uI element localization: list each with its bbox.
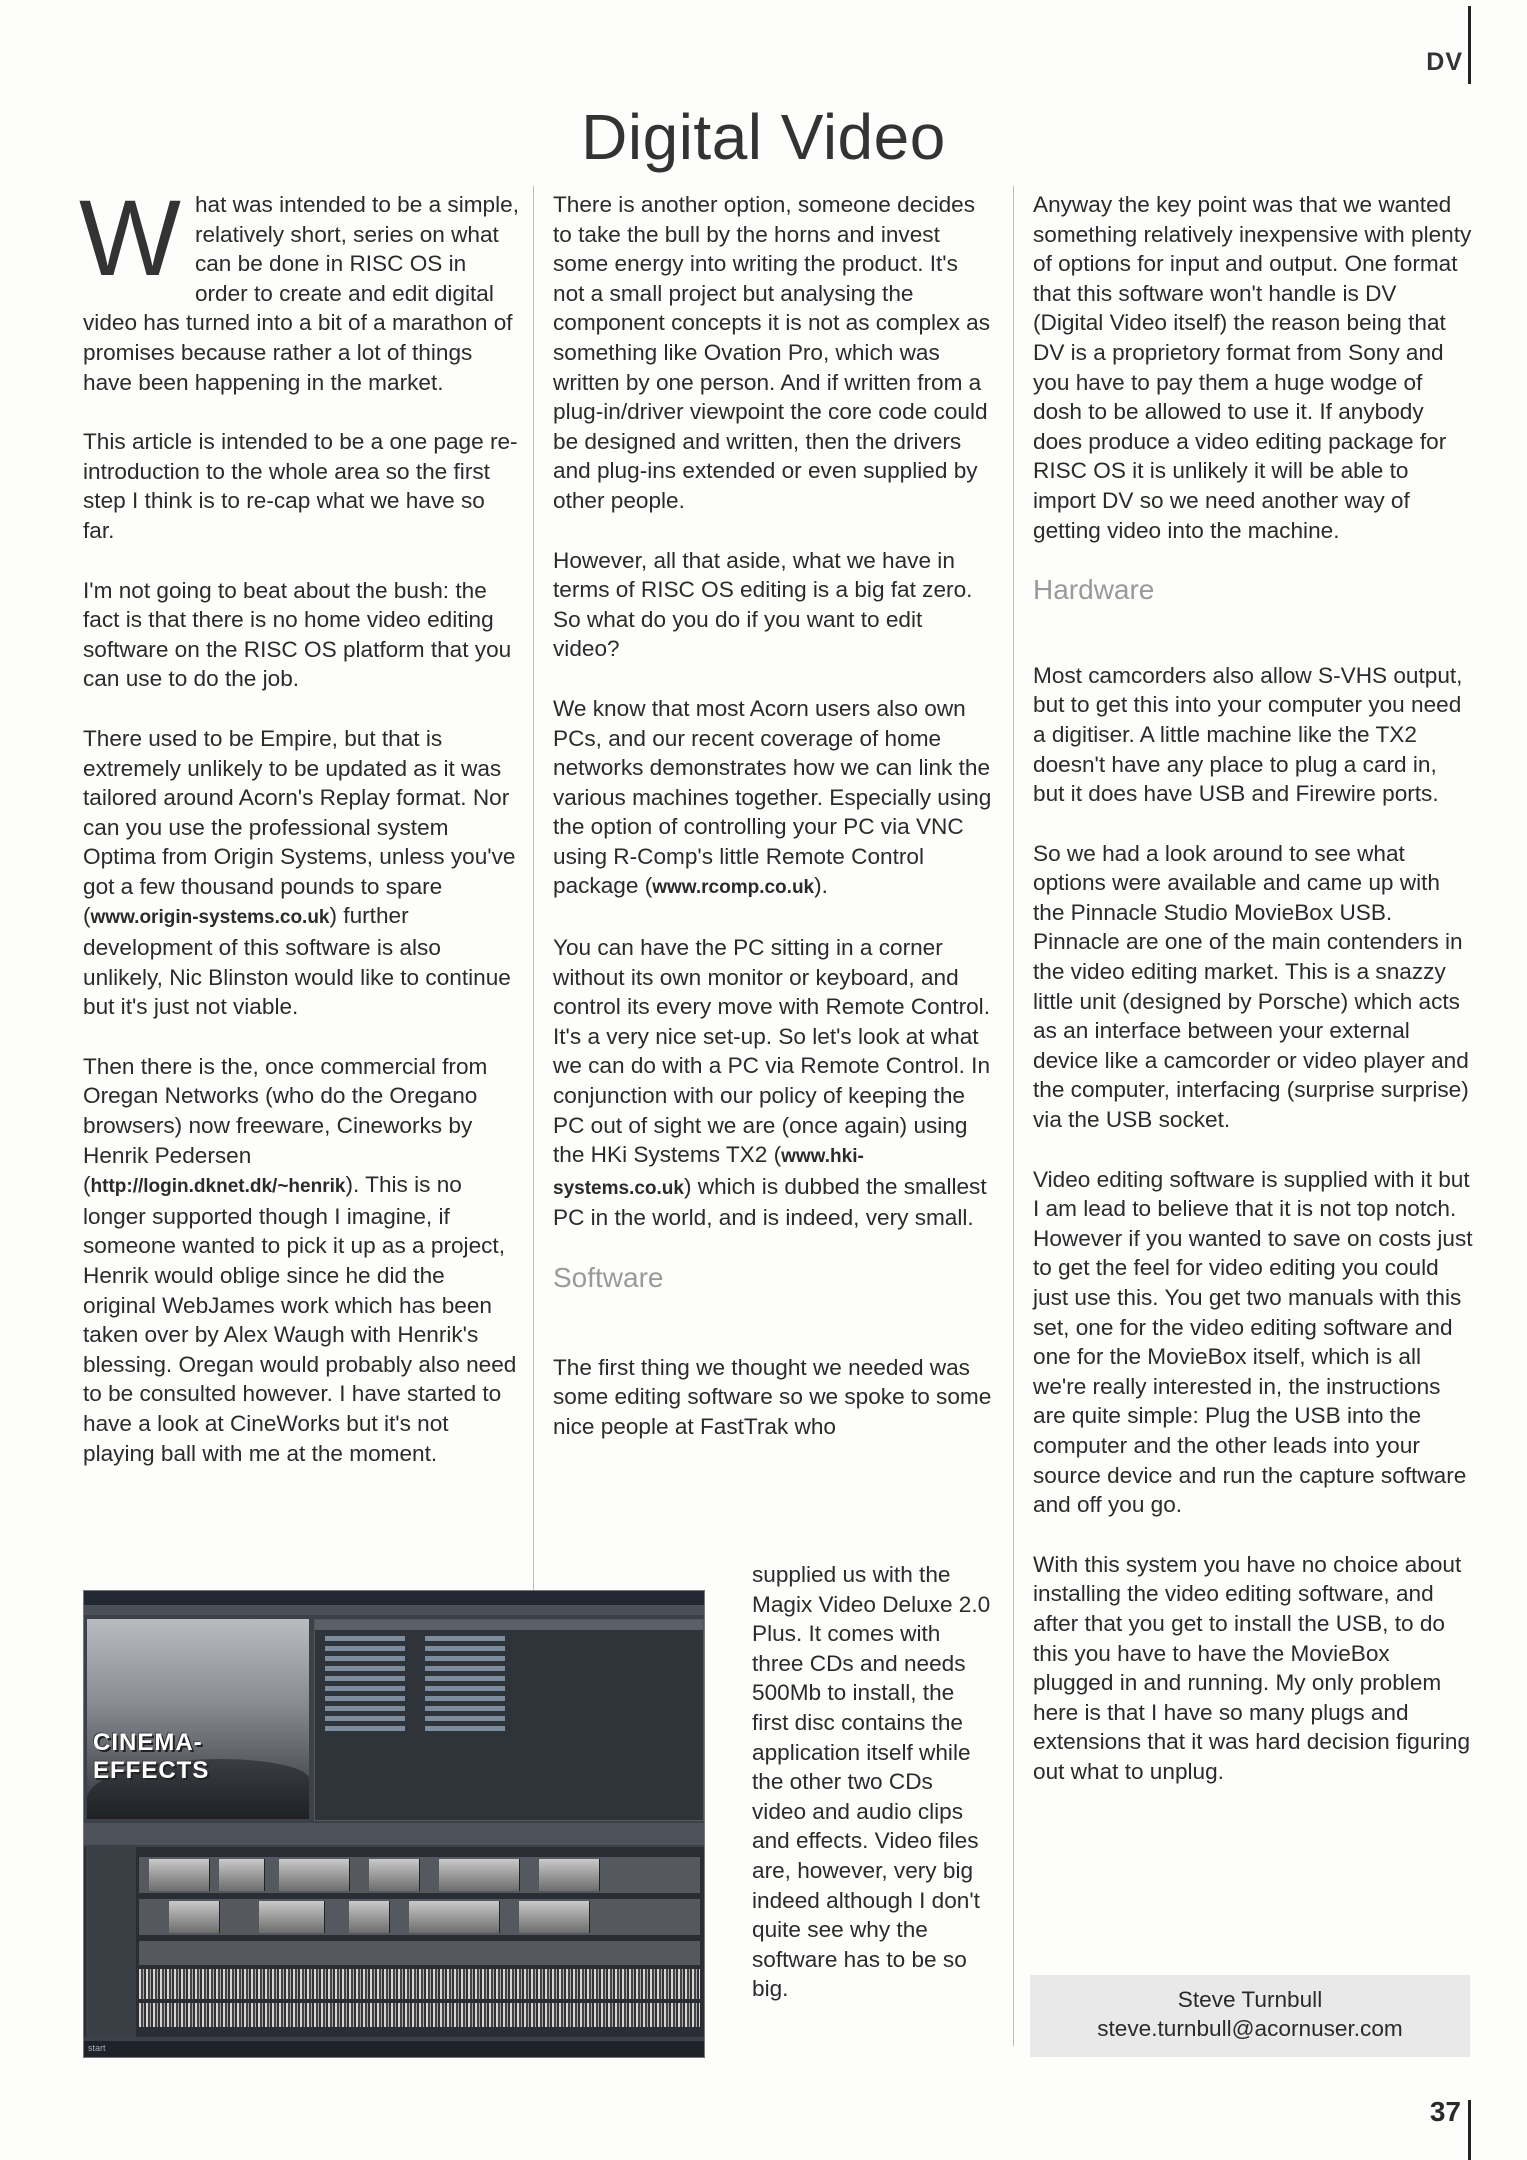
column-divider xyxy=(1013,186,1014,2046)
start-button: start xyxy=(88,2043,106,2053)
url-link[interactable]: www.origin-systems.co.uk xyxy=(90,907,330,929)
video-editor-screenshot xyxy=(83,1590,705,2058)
paragraph: What was intended to be a simple, relatively short, series on what can be done in RISC OS in order to create and edit digital video has turned into a bit of a marathon of promises because rather a lot of things have been happening in the market. xyxy=(79,177,519,395)
screenshot-titlebar xyxy=(84,1591,704,1605)
drop-cap: W xyxy=(79,177,181,298)
screenshot-menubar xyxy=(84,1605,704,1615)
timeline-toolbar xyxy=(84,1823,704,1845)
column-divider xyxy=(533,186,534,1596)
page-number: 37 xyxy=(1429,2096,1461,2127)
video-track xyxy=(139,1899,700,1935)
author-email[interactable]: steve.turnbull@acornuser.com xyxy=(1097,2016,1403,2041)
subheading-software: Software xyxy=(553,1262,664,1293)
page-title: Digital Video xyxy=(581,101,946,173)
author-name: Steve Turnbull xyxy=(1177,1987,1323,2012)
section-tag-bar xyxy=(1468,6,1471,84)
video-track xyxy=(139,1857,700,1893)
url-link[interactable]: www.hki-systems.co.uk xyxy=(553,1146,864,1199)
cinema-effects-logo: CINEMA-EFFECTS xyxy=(93,1729,210,1784)
url-link[interactable]: www.rcomp.co.uk xyxy=(652,877,815,899)
video-preview xyxy=(87,1619,309,1819)
paragraph: Video editing software is supplied with it but I am lead to believe that it is not top notch. However if you wanted to save on costs just to get the feel for video editing you could just use this. You get two manuals with this set, one for the video editing software and one for the MovieBox itself, which is all we're really interested in, the instructions are quite simple: Plug the USB into the computer and the other leads into your source device and run the capture software and off you go. xyxy=(1033,1166,1473,1518)
paragraph: Most camcorders also allow S-VHS output, but to get this into your computer you need a digitiser. A little machine like the TX2 doesn't have any place to plug a card in, but it does have USB and Firewire ports. xyxy=(1033,662,1463,807)
paragraph: So we had a look around to see what options were available and came up with the Pinnacle Studio MovieBox USB. Pinnacle are one of the main contenders in the video editing market. This is a snazzy little unit (designed by Porsche) which acts as an interface between your external device like a camcorder or video player and the computer, interfacing (surprise surprise) via the USB socket. xyxy=(1033,840,1469,1133)
audio-track xyxy=(139,1969,700,1999)
url-link[interactable]: http://login.dknet.dk/~henrik xyxy=(90,1176,346,1198)
column-2 xyxy=(553,190,993,1441)
paragraph: There used to be Empire, but that is extremely unlikely to be updated as it was tailored around Acorn's Replay format. Nor can you use the professional system Optima from Origin Systems, unless you've got a few thousand pounds to spare (www.origin-systems.co.uk) further development of this software is also unlikely, Nic Blinston would like to continue but it's just not viable. xyxy=(83,725,516,1020)
column-2-continuation: supplied us with the Magix Video Deluxe 2.0 Plus. It comes with three CDs and needs 500Mb to install, the first disc contains the application itself while the other two CDs video and audio clips and effects. Video files are, however, very big indeed although I don't quite see why the software has to be so big. xyxy=(752,1562,991,2002)
paragraph: However, all that aside, what we have in terms of RISC OS editing is a big fat zero. So what do you do if you want to edit video? xyxy=(553,547,973,662)
media-browser xyxy=(314,1619,704,1821)
paragraph: Then there is the, once commercial from Oregan Networks (who do the Oregano browsers) now freeware, Cineworks by Henrik Pedersen (http://login.dknet.dk/~henrik). This is no longer supported though I imagine, if someone wanted to pick it up as a project, Henrik would oblige since he did the original WebJames work which has been taken over by Alex Waugh with Henrik's blessing. Oregan would probably also need to be consulted however. I have started to have a look at CineWorks but it's not playing ball with me at the moment. xyxy=(83,1053,517,1466)
paragraph: With this system you have no choice about installing the video editing software, and after that you get to install the USB, to do this you have to have the MovieBox plugged in and running. My only problem here is that I have so many plugs and extensions that it was hard decision figuring out what to unplug. xyxy=(1033,1551,1471,1784)
subheading-hardware: Hardware xyxy=(1033,574,1155,606)
paragraph: There is another option, someone decides to take the bull by the horns and invest some energy into writing the product. It's not a small project but analysing the component concepts it is not as complex as something like Ovation Pro, which was written by one person. And if written from a plug-in/driver viewpoint the core code could be designed and written, then the drivers and plug-ins extended or even supplied by other people. xyxy=(553,192,991,513)
author-signature xyxy=(1030,1975,1470,2057)
paragraph: Anyway the key point was that we wanted something relatively inexpensive with plenty of options for input and output. One format that this software won't handle is DV (Digital Video itself) the reason being that DV is a proprietory format from Sony and you have to pay them a huge wodge of dosh to be allowed to use it. If anybody does produce a video editing package for RISC OS it is unlikely it will be able to import DV so we need another way of getting video into the machine. xyxy=(1033,192,1472,543)
title-track xyxy=(139,1941,700,1965)
section-tag: DV xyxy=(1426,48,1463,76)
paragraph: The first thing we thought we needed was some editing software so we spoke to some nice people at FastTrak who xyxy=(553,1354,992,1439)
column-3 xyxy=(1033,190,1473,1817)
paragraph: This article is intended to be a one page re-introduction to the whole area so the first step I think is to re-cap what we have so far. xyxy=(83,429,518,543)
timeline xyxy=(84,1847,704,2037)
audio-track xyxy=(139,2003,700,2027)
paragraph: I'm not going to beat about the bush: the fact is that there is no home video editing software on the RISC OS platform that you can use to do the job. xyxy=(83,577,512,692)
paragraph: You can have the PC sitting in a corner without its own monitor or keyboard, and control its every move with Remote Control. It's a very nice set-up. So let's look at what we can do with a PC via Remote Control. In conjunction with our policy of keeping the PC out of sight we are (once again) using the HKi Systems TX2 (www.hki-systems.co.uk) which is dubbed the smallest PC in the world, and is indeed, very small. xyxy=(553,935,991,1231)
page-number-bar xyxy=(1468,2100,1471,2160)
paragraph: We know that most Acorn users also own PCs, and our recent coverage of home networks demonstrates how we can link the various machines together. Especially using the option of controlling your PC via VNC using R-Comp's little Remote Control package (www.rcomp.co.uk). xyxy=(553,695,992,899)
taskbar xyxy=(84,2041,704,2057)
column-1 xyxy=(79,177,521,1498)
